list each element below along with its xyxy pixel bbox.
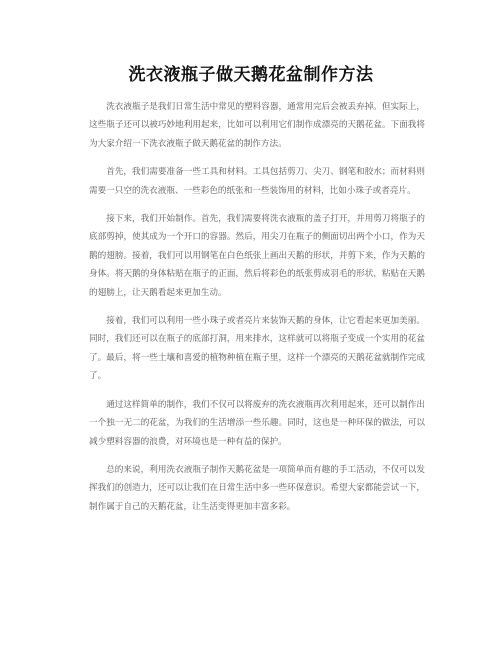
paragraph-conclusion: 总的来说，利用洗衣液瓶子制作天鹅花盆是一项简单而有趣的手工活动，不仅可以发挥我们的创造力，还可以让我们在日常生活中多一些环保意识。希望大家都能尝试一下，制作属于自己的天鹅花盆，让生活变得更加丰富多彩。 — [89, 464, 425, 512]
document-body — [89, 98, 425, 526]
paragraph-materials: 首先，我们需要准备一些工具和材料。工具包括剪刀、尖刀、钢笔和胶水；而材料则需要一只空的洗衣液瓶、一些彩色的纸张和一些装饰用的材料，比如小珠子或者亮片。 — [89, 167, 425, 196]
paragraph-benefits: 通过这样简单的制作，我们不仅可以将废弃的洗衣液瓶再次利用起来，还可以制作出一个独一无二的花盆，为我们的生活增添一些乐趣。同时，这也是一种环保的做法，可以减少塑料容器的浪费，对环境也是一种有益的保护。 — [89, 399, 425, 447]
document-title: 洗衣液瓶子做天鹅花盆制作方法 — [128, 65, 374, 85]
paragraph-intro: 洗衣液瓶子是我们日常生活中常见的塑料容器，通常用完后会被丢弃掉。但实际上，这些瓶子还可以被巧妙地利用起来，比如可以利用它们制作成漂亮的天鹅花盆。下面我将为大家介绍一下洗衣液瓶子做天鹅花盆的制作方法。 — [89, 102, 425, 149]
paragraph-steps: 接下来，我们开始制作。首先，我们需要将洗衣液瓶的盖子打开，并用剪刀将瓶子的底部剪掉，使其成为一个开口的容器。然后，用尖刀在瓶子的侧面切出两个小口，作为天鹅的翅膀。接着，我们可以用钢笔在白色纸张上画出天鹅的形状，并剪下来，作为天鹅的身体。将天鹅的身体粘贴在瓶子的正面，然后将彩色的纸张剪成羽毛的形状，粘贴在天鹅的翅膀上，让天鹅看起来更加生动。 — [89, 214, 425, 298]
paragraph-decoration: 接着，我们可以利用一些小珠子或者亮片来装饰天鹅的身体，让它看起来更加美丽。同时，我们还可以在瓶子的底部打洞，用来排水，这样就可以将瓶子变成一个实用的花盆了。最后，将一些土壤和喜爱的植物种植在瓶子里，这样一个漂亮的天鹅花盆就制作完成了。 — [89, 316, 425, 382]
